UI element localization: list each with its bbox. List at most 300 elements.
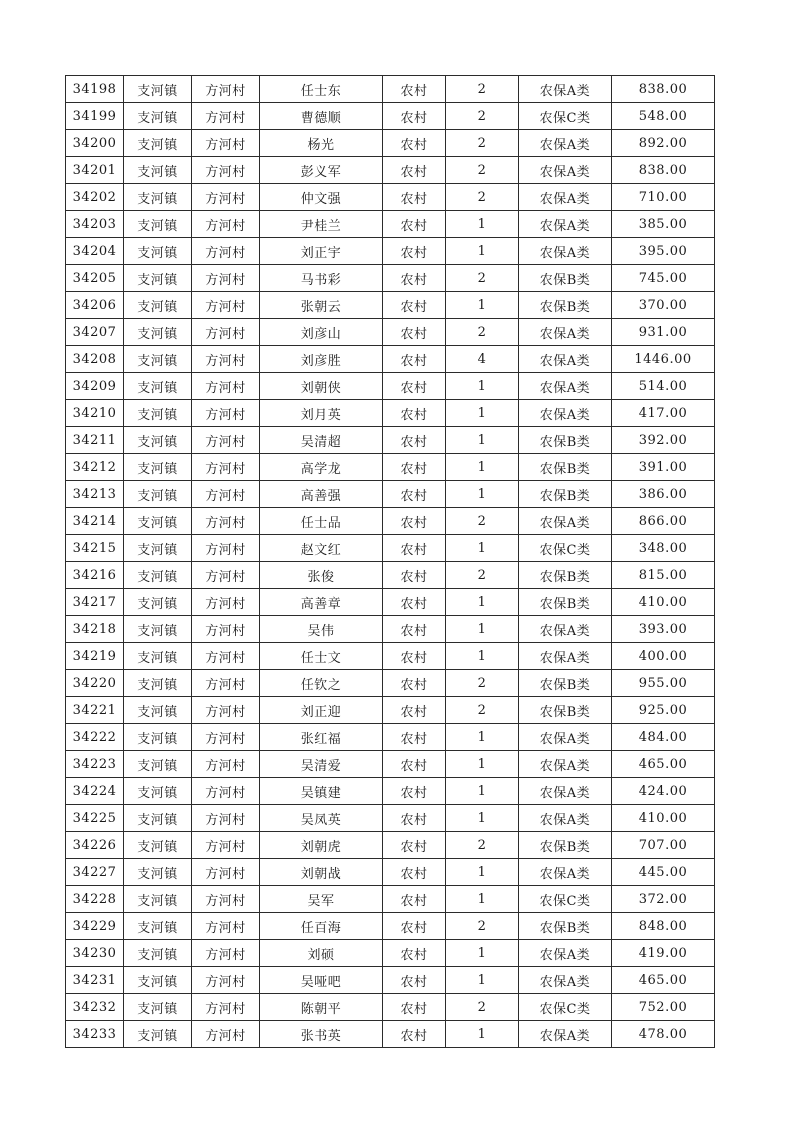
cell-id: 34211 bbox=[66, 427, 124, 454]
cell-category: 农保A类 bbox=[519, 238, 612, 265]
cell-type: 农村 bbox=[383, 886, 446, 913]
table-row bbox=[66, 184, 715, 211]
cell-count: 1 bbox=[446, 211, 519, 238]
cell-id: 34210 bbox=[66, 400, 124, 427]
cell-id: 34214 bbox=[66, 508, 124, 535]
cell-amount: 548.00 bbox=[612, 103, 715, 130]
cell-type: 农村 bbox=[383, 427, 446, 454]
table-row bbox=[66, 427, 715, 454]
cell-amount: 391.00 bbox=[612, 454, 715, 481]
cell-id: 34226 bbox=[66, 832, 124, 859]
cell-town: 支河镇 bbox=[124, 670, 192, 697]
cell-village: 方河村 bbox=[192, 913, 260, 940]
cell-type: 农村 bbox=[383, 994, 446, 1021]
cell-amount: 410.00 bbox=[612, 589, 715, 616]
cell-category: 农保B类 bbox=[519, 265, 612, 292]
cell-village: 方河村 bbox=[192, 76, 260, 103]
cell-town: 支河镇 bbox=[124, 373, 192, 400]
cell-count: 1 bbox=[446, 1021, 519, 1048]
cell-village: 方河村 bbox=[192, 616, 260, 643]
cell-type: 农村 bbox=[383, 832, 446, 859]
cell-town: 支河镇 bbox=[124, 400, 192, 427]
cell-town: 支河镇 bbox=[124, 265, 192, 292]
cell-amount: 417.00 bbox=[612, 400, 715, 427]
table-row bbox=[66, 886, 715, 913]
table-row bbox=[66, 778, 715, 805]
cell-village: 方河村 bbox=[192, 859, 260, 886]
table-row bbox=[66, 616, 715, 643]
cell-town: 支河镇 bbox=[124, 157, 192, 184]
cell-type: 农村 bbox=[383, 1021, 446, 1048]
cell-type: 农村 bbox=[383, 76, 446, 103]
cell-count: 2 bbox=[446, 697, 519, 724]
cell-category: 农保C类 bbox=[519, 994, 612, 1021]
cell-town: 支河镇 bbox=[124, 616, 192, 643]
cell-village: 方河村 bbox=[192, 805, 260, 832]
cell-type: 农村 bbox=[383, 103, 446, 130]
cell-count: 1 bbox=[446, 400, 519, 427]
cell-village: 方河村 bbox=[192, 643, 260, 670]
cell-name: 刘朝战 bbox=[260, 859, 383, 886]
cell-type: 农村 bbox=[383, 643, 446, 670]
cell-amount: 385.00 bbox=[612, 211, 715, 238]
cell-town: 支河镇 bbox=[124, 913, 192, 940]
table-row bbox=[66, 238, 715, 265]
cell-town: 支河镇 bbox=[124, 1021, 192, 1048]
cell-id: 34199 bbox=[66, 103, 124, 130]
cell-name: 刘朝虎 bbox=[260, 832, 383, 859]
cell-count: 2 bbox=[446, 913, 519, 940]
cell-village: 方河村 bbox=[192, 292, 260, 319]
cell-town: 支河镇 bbox=[124, 535, 192, 562]
cell-name: 仲文强 bbox=[260, 184, 383, 211]
cell-town: 支河镇 bbox=[124, 211, 192, 238]
cell-count: 1 bbox=[446, 967, 519, 994]
cell-type: 农村 bbox=[383, 562, 446, 589]
cell-category: 农保A类 bbox=[519, 400, 612, 427]
cell-count: 2 bbox=[446, 832, 519, 859]
cell-count: 1 bbox=[446, 886, 519, 913]
cell-name: 任钦之 bbox=[260, 670, 383, 697]
cell-name: 张俊 bbox=[260, 562, 383, 589]
cell-name: 刘正迎 bbox=[260, 697, 383, 724]
cell-category: 农保B类 bbox=[519, 697, 612, 724]
cell-type: 农村 bbox=[383, 130, 446, 157]
cell-type: 农村 bbox=[383, 184, 446, 211]
cell-amount: 752.00 bbox=[612, 994, 715, 1021]
cell-town: 支河镇 bbox=[124, 832, 192, 859]
cell-amount: 465.00 bbox=[612, 967, 715, 994]
cell-name: 刘月英 bbox=[260, 400, 383, 427]
cell-amount: 815.00 bbox=[612, 562, 715, 589]
cell-village: 方河村 bbox=[192, 670, 260, 697]
table-row bbox=[66, 292, 715, 319]
cell-count: 1 bbox=[446, 643, 519, 670]
table-body bbox=[66, 76, 715, 1048]
cell-name: 杨光 bbox=[260, 130, 383, 157]
cell-type: 农村 bbox=[383, 967, 446, 994]
cell-category: 农保B类 bbox=[519, 832, 612, 859]
cell-name: 高学龙 bbox=[260, 454, 383, 481]
cell-category: 农保A类 bbox=[519, 157, 612, 184]
cell-village: 方河村 bbox=[192, 481, 260, 508]
table-row bbox=[66, 913, 715, 940]
cell-town: 支河镇 bbox=[124, 751, 192, 778]
cell-amount: 838.00 bbox=[612, 76, 715, 103]
cell-id: 34228 bbox=[66, 886, 124, 913]
cell-amount: 925.00 bbox=[612, 697, 715, 724]
cell-count: 1 bbox=[446, 778, 519, 805]
cell-id: 34212 bbox=[66, 454, 124, 481]
cell-town: 支河镇 bbox=[124, 292, 192, 319]
table-row bbox=[66, 967, 715, 994]
cell-count: 2 bbox=[446, 994, 519, 1021]
cell-name: 高善强 bbox=[260, 481, 383, 508]
table-row bbox=[66, 562, 715, 589]
table-row bbox=[66, 589, 715, 616]
cell-id: 34208 bbox=[66, 346, 124, 373]
cell-category: 农保A类 bbox=[519, 130, 612, 157]
cell-village: 方河村 bbox=[192, 130, 260, 157]
cell-name: 刘正宇 bbox=[260, 238, 383, 265]
cell-type: 农村 bbox=[383, 400, 446, 427]
cell-count: 4 bbox=[446, 346, 519, 373]
cell-count: 1 bbox=[446, 724, 519, 751]
cell-town: 支河镇 bbox=[124, 724, 192, 751]
cell-amount: 395.00 bbox=[612, 238, 715, 265]
cell-type: 农村 bbox=[383, 778, 446, 805]
cell-type: 农村 bbox=[383, 454, 446, 481]
cell-town: 支河镇 bbox=[124, 940, 192, 967]
cell-town: 支河镇 bbox=[124, 346, 192, 373]
cell-name: 吴凤英 bbox=[260, 805, 383, 832]
cell-category: 农保C类 bbox=[519, 886, 612, 913]
cell-amount: 424.00 bbox=[612, 778, 715, 805]
cell-town: 支河镇 bbox=[124, 238, 192, 265]
cell-amount: 400.00 bbox=[612, 643, 715, 670]
cell-name: 任百海 bbox=[260, 913, 383, 940]
cell-id: 34198 bbox=[66, 76, 124, 103]
cell-type: 农村 bbox=[383, 697, 446, 724]
cell-name: 任士文 bbox=[260, 643, 383, 670]
cell-id: 34218 bbox=[66, 616, 124, 643]
table-row bbox=[66, 346, 715, 373]
cell-count: 2 bbox=[446, 130, 519, 157]
cell-amount: 931.00 bbox=[612, 319, 715, 346]
cell-amount: 348.00 bbox=[612, 535, 715, 562]
cell-id: 34220 bbox=[66, 670, 124, 697]
cell-type: 农村 bbox=[383, 373, 446, 400]
cell-id: 34230 bbox=[66, 940, 124, 967]
cell-type: 农村 bbox=[383, 724, 446, 751]
table-row bbox=[66, 697, 715, 724]
cell-count: 2 bbox=[446, 319, 519, 346]
cell-count: 1 bbox=[446, 481, 519, 508]
table-row bbox=[66, 211, 715, 238]
cell-id: 34207 bbox=[66, 319, 124, 346]
cell-village: 方河村 bbox=[192, 724, 260, 751]
cell-town: 支河镇 bbox=[124, 481, 192, 508]
cell-id: 34203 bbox=[66, 211, 124, 238]
cell-village: 方河村 bbox=[192, 697, 260, 724]
cell-id: 34229 bbox=[66, 913, 124, 940]
table-row bbox=[66, 265, 715, 292]
cell-category: 农保A类 bbox=[519, 1021, 612, 1048]
cell-category: 农保A类 bbox=[519, 616, 612, 643]
cell-name: 吴哑吧 bbox=[260, 967, 383, 994]
cell-category: 农保A类 bbox=[519, 643, 612, 670]
cell-id: 34227 bbox=[66, 859, 124, 886]
cell-category: 农保B类 bbox=[519, 454, 612, 481]
cell-town: 支河镇 bbox=[124, 508, 192, 535]
cell-village: 方河村 bbox=[192, 211, 260, 238]
cell-id: 34217 bbox=[66, 589, 124, 616]
cell-count: 1 bbox=[446, 373, 519, 400]
cell-town: 支河镇 bbox=[124, 886, 192, 913]
cell-village: 方河村 bbox=[192, 832, 260, 859]
cell-id: 34231 bbox=[66, 967, 124, 994]
cell-type: 农村 bbox=[383, 751, 446, 778]
cell-type: 农村 bbox=[383, 508, 446, 535]
cell-village: 方河村 bbox=[192, 967, 260, 994]
cell-type: 农村 bbox=[383, 211, 446, 238]
cell-amount: 866.00 bbox=[612, 508, 715, 535]
cell-id: 34221 bbox=[66, 697, 124, 724]
cell-town: 支河镇 bbox=[124, 184, 192, 211]
cell-town: 支河镇 bbox=[124, 427, 192, 454]
cell-category: 农保B类 bbox=[519, 913, 612, 940]
cell-village: 方河村 bbox=[192, 238, 260, 265]
cell-name: 刘彦胜 bbox=[260, 346, 383, 373]
cell-village: 方河村 bbox=[192, 157, 260, 184]
cell-id: 34222 bbox=[66, 724, 124, 751]
cell-count: 1 bbox=[446, 751, 519, 778]
table-row bbox=[66, 1021, 715, 1048]
cell-type: 农村 bbox=[383, 157, 446, 184]
cell-category: 农保A类 bbox=[519, 967, 612, 994]
cell-name: 张朝云 bbox=[260, 292, 383, 319]
cell-category: 农保A类 bbox=[519, 373, 612, 400]
cell-village: 方河村 bbox=[192, 940, 260, 967]
cell-category: 农保A类 bbox=[519, 184, 612, 211]
cell-id: 34206 bbox=[66, 292, 124, 319]
cell-id: 34200 bbox=[66, 130, 124, 157]
cell-name: 吴伟 bbox=[260, 616, 383, 643]
cell-type: 农村 bbox=[383, 319, 446, 346]
cell-type: 农村 bbox=[383, 859, 446, 886]
cell-village: 方河村 bbox=[192, 400, 260, 427]
cell-name: 曹德顺 bbox=[260, 103, 383, 130]
cell-category: 农保A类 bbox=[519, 319, 612, 346]
cell-village: 方河村 bbox=[192, 589, 260, 616]
cell-amount: 848.00 bbox=[612, 913, 715, 940]
cell-category: 农保A类 bbox=[519, 76, 612, 103]
cell-amount: 372.00 bbox=[612, 886, 715, 913]
cell-name: 吴军 bbox=[260, 886, 383, 913]
cell-id: 34224 bbox=[66, 778, 124, 805]
cell-type: 农村 bbox=[383, 913, 446, 940]
table-row bbox=[66, 805, 715, 832]
cell-town: 支河镇 bbox=[124, 697, 192, 724]
cell-name: 陈朝平 bbox=[260, 994, 383, 1021]
cell-town: 支河镇 bbox=[124, 967, 192, 994]
cell-village: 方河村 bbox=[192, 778, 260, 805]
cell-count: 2 bbox=[446, 184, 519, 211]
cell-name: 任士东 bbox=[260, 76, 383, 103]
cell-count: 2 bbox=[446, 76, 519, 103]
cell-town: 支河镇 bbox=[124, 103, 192, 130]
table-row bbox=[66, 535, 715, 562]
cell-category: 农保B类 bbox=[519, 562, 612, 589]
cell-type: 农村 bbox=[383, 481, 446, 508]
cell-amount: 707.00 bbox=[612, 832, 715, 859]
cell-name: 吴镇建 bbox=[260, 778, 383, 805]
cell-name: 刘硕 bbox=[260, 940, 383, 967]
cell-category: 农保A类 bbox=[519, 778, 612, 805]
cell-amount: 1446.00 bbox=[612, 346, 715, 373]
table-row bbox=[66, 157, 715, 184]
cell-amount: 892.00 bbox=[612, 130, 715, 157]
cell-id: 34201 bbox=[66, 157, 124, 184]
cell-count: 1 bbox=[446, 535, 519, 562]
cell-category: 农保C类 bbox=[519, 535, 612, 562]
table-row bbox=[66, 724, 715, 751]
cell-id: 34204 bbox=[66, 238, 124, 265]
table-row bbox=[66, 940, 715, 967]
table-row bbox=[66, 76, 715, 103]
cell-amount: 445.00 bbox=[612, 859, 715, 886]
cell-name: 马书彩 bbox=[260, 265, 383, 292]
cell-name: 刘彦山 bbox=[260, 319, 383, 346]
cell-type: 农村 bbox=[383, 292, 446, 319]
cell-id: 34205 bbox=[66, 265, 124, 292]
cell-village: 方河村 bbox=[192, 562, 260, 589]
cell-count: 1 bbox=[446, 292, 519, 319]
cell-village: 方河村 bbox=[192, 346, 260, 373]
cell-id: 34233 bbox=[66, 1021, 124, 1048]
cell-type: 农村 bbox=[383, 805, 446, 832]
cell-town: 支河镇 bbox=[124, 805, 192, 832]
cell-town: 支河镇 bbox=[124, 454, 192, 481]
cell-id: 34216 bbox=[66, 562, 124, 589]
cell-town: 支河镇 bbox=[124, 130, 192, 157]
cell-category: 农保A类 bbox=[519, 508, 612, 535]
cell-village: 方河村 bbox=[192, 319, 260, 346]
cell-town: 支河镇 bbox=[124, 589, 192, 616]
cell-type: 农村 bbox=[383, 265, 446, 292]
cell-name: 任士品 bbox=[260, 508, 383, 535]
cell-amount: 465.00 bbox=[612, 751, 715, 778]
cell-category: 农保B类 bbox=[519, 427, 612, 454]
table-row bbox=[66, 481, 715, 508]
cell-id: 34213 bbox=[66, 481, 124, 508]
cell-village: 方河村 bbox=[192, 103, 260, 130]
cell-category: 农保C类 bbox=[519, 103, 612, 130]
cell-id: 34225 bbox=[66, 805, 124, 832]
cell-count: 1 bbox=[446, 427, 519, 454]
cell-village: 方河村 bbox=[192, 373, 260, 400]
cell-amount: 392.00 bbox=[612, 427, 715, 454]
cell-town: 支河镇 bbox=[124, 994, 192, 1021]
cell-count: 1 bbox=[446, 454, 519, 481]
cell-count: 1 bbox=[446, 940, 519, 967]
cell-amount: 478.00 bbox=[612, 1021, 715, 1048]
table-row bbox=[66, 400, 715, 427]
table-row bbox=[66, 454, 715, 481]
cell-amount: 386.00 bbox=[612, 481, 715, 508]
cell-town: 支河镇 bbox=[124, 319, 192, 346]
cell-village: 方河村 bbox=[192, 184, 260, 211]
cell-type: 农村 bbox=[383, 346, 446, 373]
cell-amount: 393.00 bbox=[612, 616, 715, 643]
cell-category: 农保B类 bbox=[519, 670, 612, 697]
cell-count: 2 bbox=[446, 157, 519, 184]
table-row bbox=[66, 319, 715, 346]
cell-amount: 514.00 bbox=[612, 373, 715, 400]
cell-amount: 710.00 bbox=[612, 184, 715, 211]
table-row bbox=[66, 508, 715, 535]
cell-village: 方河村 bbox=[192, 508, 260, 535]
cell-count: 2 bbox=[446, 562, 519, 589]
cell-category: 农保B类 bbox=[519, 292, 612, 319]
cell-amount: 484.00 bbox=[612, 724, 715, 751]
cell-amount: 410.00 bbox=[612, 805, 715, 832]
cell-name: 吴清超 bbox=[260, 427, 383, 454]
cell-category: 农保B类 bbox=[519, 481, 612, 508]
cell-village: 方河村 bbox=[192, 427, 260, 454]
cell-count: 1 bbox=[446, 589, 519, 616]
cell-type: 农村 bbox=[383, 670, 446, 697]
cell-category: 农保A类 bbox=[519, 346, 612, 373]
table-row bbox=[66, 751, 715, 778]
cell-amount: 745.00 bbox=[612, 265, 715, 292]
table-row bbox=[66, 859, 715, 886]
cell-count: 1 bbox=[446, 805, 519, 832]
cell-town: 支河镇 bbox=[124, 859, 192, 886]
table-row bbox=[66, 670, 715, 697]
cell-name: 吴清爱 bbox=[260, 751, 383, 778]
cell-id: 34223 bbox=[66, 751, 124, 778]
cell-type: 农村 bbox=[383, 589, 446, 616]
cell-id: 34209 bbox=[66, 373, 124, 400]
cell-type: 农村 bbox=[383, 535, 446, 562]
cell-village: 方河村 bbox=[192, 535, 260, 562]
cell-village: 方河村 bbox=[192, 994, 260, 1021]
cell-name: 刘朝侠 bbox=[260, 373, 383, 400]
cell-name: 张书英 bbox=[260, 1021, 383, 1048]
cell-type: 农村 bbox=[383, 616, 446, 643]
cell-count: 2 bbox=[446, 508, 519, 535]
cell-count: 2 bbox=[446, 670, 519, 697]
cell-category: 农保A类 bbox=[519, 805, 612, 832]
cell-amount: 838.00 bbox=[612, 157, 715, 184]
cell-village: 方河村 bbox=[192, 265, 260, 292]
cell-town: 支河镇 bbox=[124, 643, 192, 670]
cell-category: 农保A类 bbox=[519, 724, 612, 751]
cell-category: 农保A类 bbox=[519, 940, 612, 967]
cell-id: 34219 bbox=[66, 643, 124, 670]
table-row bbox=[66, 832, 715, 859]
cell-count: 2 bbox=[446, 265, 519, 292]
cell-name: 赵文红 bbox=[260, 535, 383, 562]
cell-name: 高善章 bbox=[260, 589, 383, 616]
cell-town: 支河镇 bbox=[124, 76, 192, 103]
cell-town: 支河镇 bbox=[124, 562, 192, 589]
cell-type: 农村 bbox=[383, 940, 446, 967]
cell-category: 农保A类 bbox=[519, 751, 612, 778]
cell-village: 方河村 bbox=[192, 454, 260, 481]
cell-id: 34215 bbox=[66, 535, 124, 562]
